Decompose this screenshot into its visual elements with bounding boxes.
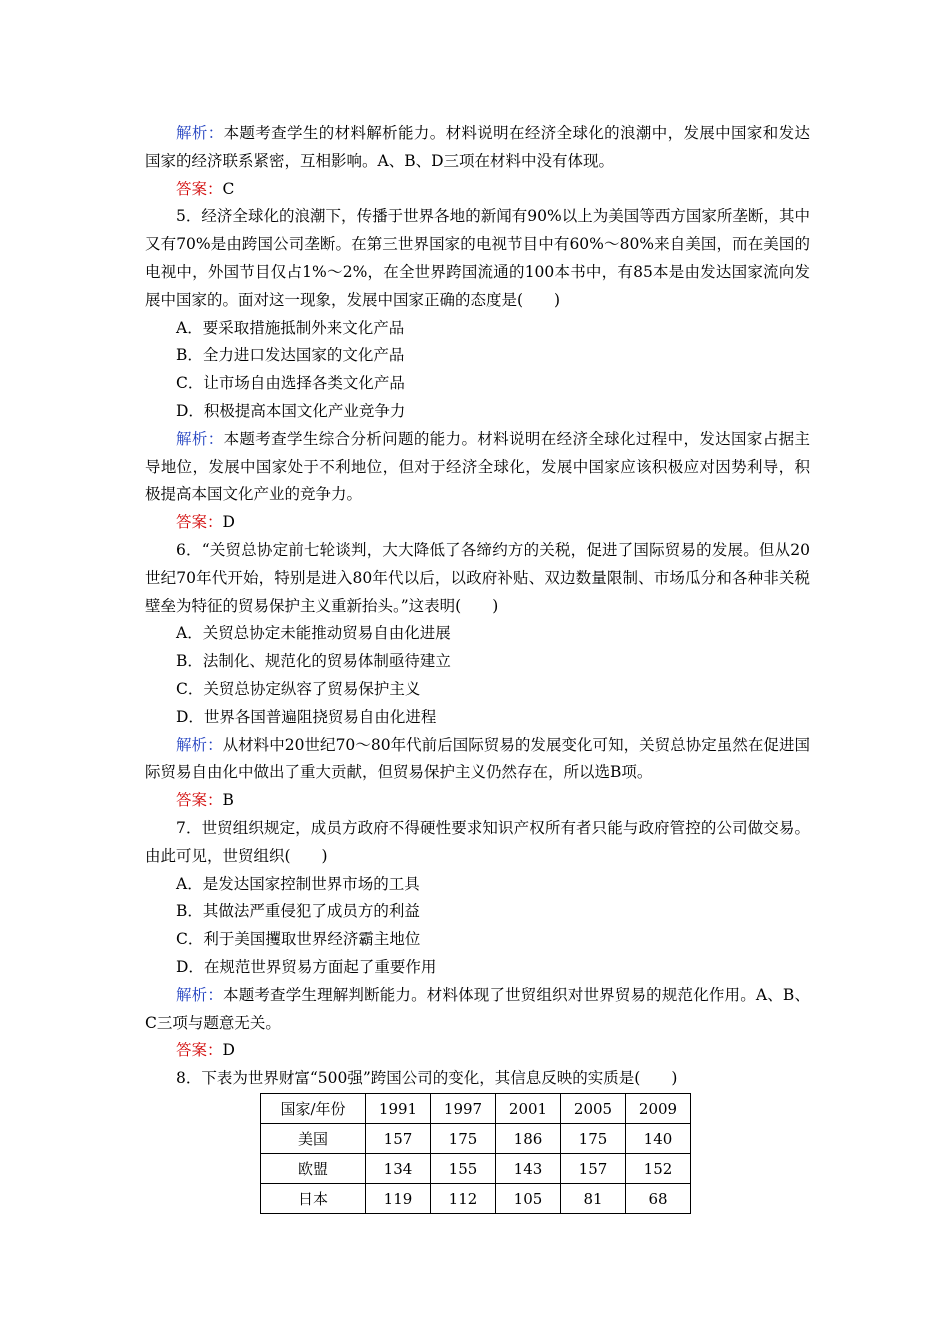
table-row [261, 1184, 691, 1214]
table-cell: 112 [431, 1184, 496, 1214]
q5-option-d: D．积极提高本国文化产业竞争力 [176, 401, 406, 420]
q7-answer [145, 1037, 810, 1065]
answer-label: 答案： [176, 179, 223, 198]
table-cell: 81 [561, 1184, 626, 1214]
table-cell: 157 [366, 1124, 431, 1154]
answer-label: 答案： [176, 1041, 223, 1060]
answer-value: C [222, 179, 235, 198]
table-header-cell: 2001 [496, 1094, 561, 1124]
analysis-label: 解析： [176, 429, 224, 448]
q8-stem: 8．下表为世界财富“500强”跨国公司的变化，其信息反映的实质是( ) [176, 1069, 678, 1088]
q5-option-c: C．让市场自由选择各类文化产品 [176, 374, 405, 393]
table-cell: 186 [496, 1124, 561, 1154]
table-cell: 157 [561, 1154, 626, 1184]
table-cell: 欧盟 [261, 1154, 366, 1184]
q7-stem: 7．世贸组织规定，成员方政府不得硬性要求知识产权所有者只能与政府管控的公司做交易。由此可见，世贸组织( ) [145, 818, 810, 865]
q5-analysis [145, 426, 810, 509]
q6-option-a: A．关贸总协定未能推动贸易自由化进展 [176, 624, 451, 643]
table-header-cell: 2005 [561, 1094, 626, 1124]
table-cell: 140 [626, 1124, 691, 1154]
analysis-label: 解析： [176, 735, 223, 754]
table-cell: 143 [496, 1154, 561, 1184]
analysis-text: 本题考查学生理解判断能力。材料体现了世贸组织对世界贸易的规范化作用。A、B、C三项与题意无关。 [145, 985, 810, 1032]
answer-label: 答案： [176, 513, 223, 532]
analysis-text: 本题考查学生综合分析问题的能力。材料说明在经济全球化过程中，发达国家占据主导地位，发展中国家处于不利地位，但对于经济全球化，发展中国家应该积极应对因势利导，积极提高本国文化产业的竞争力。 [145, 429, 810, 504]
table-row [261, 1154, 691, 1184]
q6-option-d: D．世界各国普遍阻挠贸易自由化进程 [176, 707, 437, 726]
q4-answer [145, 176, 810, 204]
table-header-cell: 1997 [431, 1094, 496, 1124]
table-header-cell: 1991 [366, 1094, 431, 1124]
table-row [261, 1124, 691, 1154]
table-cell: 119 [366, 1184, 431, 1214]
q7-option-d: D．在规范世界贸易方面起了重要作用 [176, 957, 437, 976]
q7-option-b: B．其做法严重侵犯了成员方的利益 [176, 902, 420, 921]
q5-answer [145, 509, 810, 537]
table-header-cell: 国家/年份 [261, 1094, 366, 1124]
table-header-cell: 2009 [626, 1094, 691, 1124]
table-cell: 152 [626, 1154, 691, 1184]
fortune-500-table [260, 1093, 691, 1214]
table-cell: 105 [496, 1184, 561, 1214]
q7-analysis [145, 982, 810, 1038]
table-cell: 134 [366, 1154, 431, 1184]
q5-stem: 5．经济全球化的浪潮下，传播于世界各地的新闻有90%以上为美国等西方国家所垄断，其中又有70%是由跨国公司垄断。在第三世界国家的电视节目中有60%～80%来自美国，而在美国的电视中，外国节目仅占1%～2%，在全世界跨国流通的100本书中，有85本是由发达国家流向发展中国家的。面对这一现象，发展中国家正确的态度是( ) [145, 207, 810, 309]
table-header-row [261, 1094, 691, 1124]
q6-stem: 6．“关贸总协定前七轮谈判，大大降低了各缔约方的关税，促进了国际贸易的发展。但从20世纪70年代开始，特别是进入80年代以后，以政府补贴、双边数量限制、市场瓜分和各种非关税壁垒为特征的贸易保护主义重新抬头。”这表明( ) [145, 540, 810, 615]
table-cell: 日本 [261, 1184, 366, 1214]
table-cell: 155 [431, 1154, 496, 1184]
analysis-text: 从材料中20世纪70～80年代前后国际贸易的发展变化可知，关贸总协定虽然在促进国际贸易自由化中做出了重大贡献，但贸易保护主义仍然存在，所以选B项。 [145, 735, 810, 782]
q6-analysis [145, 732, 810, 788]
table-cell: 175 [431, 1124, 496, 1154]
question-content [145, 120, 810, 1093]
answer-value: D [222, 513, 235, 532]
q7-option-a: A．是发达国家控制世界市场的工具 [176, 874, 420, 893]
q5-option-a: A．要采取措施抵制外来文化产品 [176, 318, 405, 337]
answer-label: 答案： [176, 791, 223, 810]
q6-option-c: C．关贸总协定纵容了贸易保护主义 [176, 679, 421, 698]
table-cell: 68 [626, 1184, 691, 1214]
q4-analysis [145, 120, 810, 176]
answer-value: B [222, 791, 234, 810]
q6-answer [145, 787, 810, 815]
analysis-label: 解析： [176, 124, 224, 142]
analysis-text: 本题考查学生的材料解析能力。材料说明在经济全球化的浪潮中，发展中国家和发达国家的经济联系紧密，互相影响。A、B、D三项在材料中没有体现。 [145, 124, 810, 170]
q5-option-b: B．全力进口发达国家的文化产品 [176, 346, 405, 365]
analysis-label: 解析： [176, 985, 224, 1004]
table-cell: 175 [561, 1124, 626, 1154]
answer-value: D [222, 1041, 235, 1060]
q7-option-c: C．利于美国攫取世界经济霸主地位 [176, 930, 421, 949]
table-cell: 美国 [261, 1124, 366, 1154]
q6-option-b: B．法制化、规范化的贸易体制亟待建立 [176, 652, 451, 671]
